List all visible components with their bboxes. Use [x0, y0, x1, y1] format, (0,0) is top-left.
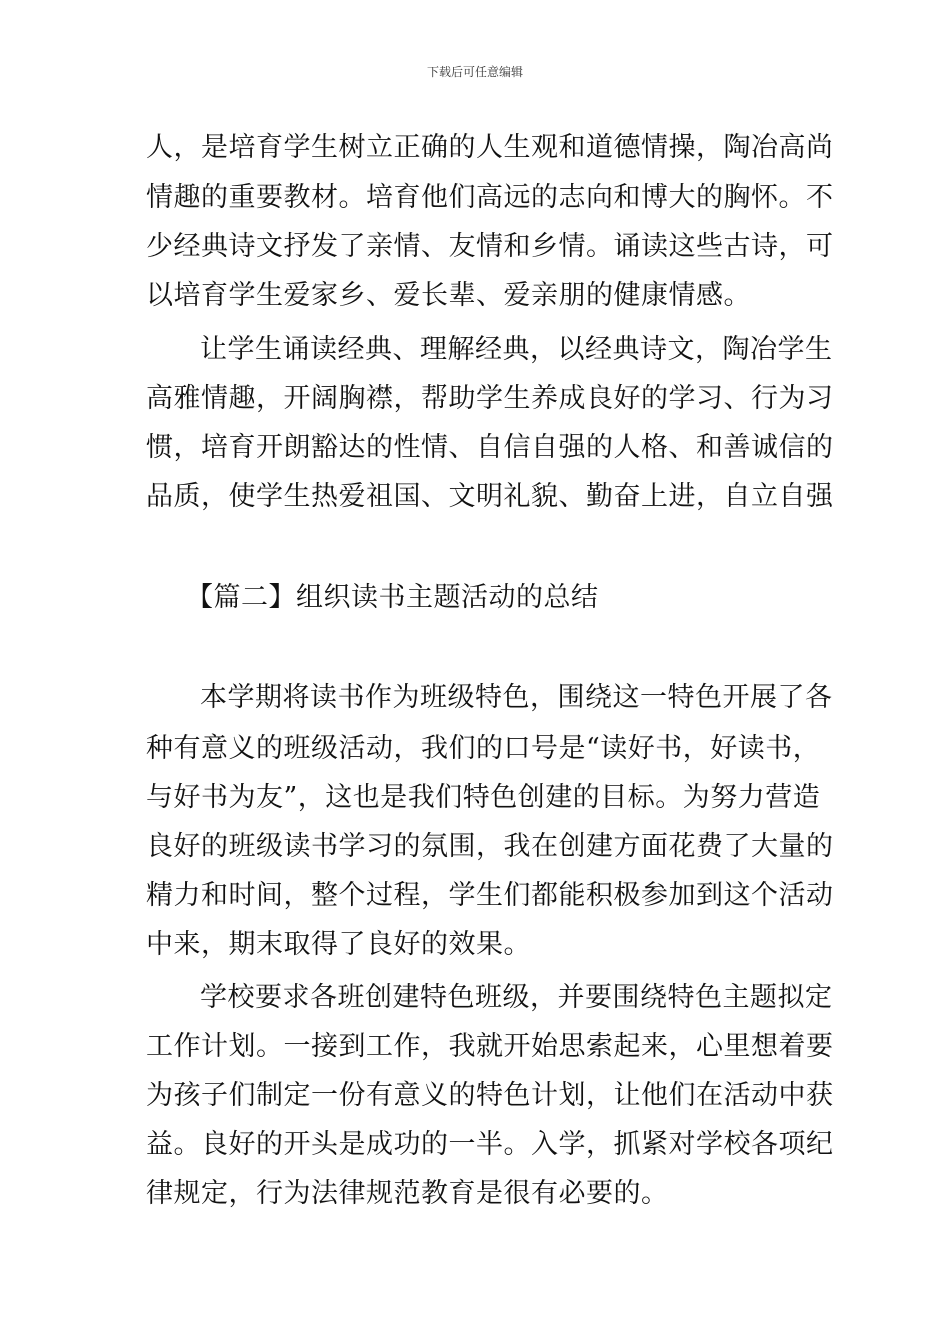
body-line: 人，是培育学生树立正确的人生观和道德情操，陶冶高尚	[146, 132, 834, 163]
body-line: 情趣的重要教材。培育他们高远的志向和博大的胸怀。不	[146, 182, 834, 213]
body-line: 工作计划。一接到工作，我就开始思索起来，心里想着要	[146, 1031, 834, 1062]
section-heading: 【篇二】组织读书主题活动的总结	[186, 582, 599, 613]
body-line: 良好的班级读书学习的氛围，我在创建方面花费了大量的	[146, 831, 834, 862]
body-line: 惯，培育开朗豁达的性情、自信自强的人格、和善诚信的	[146, 432, 834, 463]
page-header: 下载后可任意编辑	[426, 65, 523, 79]
body-line: 精力和时间，整个过程，学生们都能积极参加到这个活动	[146, 880, 834, 911]
paragraph-first-line: 学校要求各班创建特色班级，并要围绕特色主题拟定	[200, 982, 833, 1013]
body-line: 高雅情趣，开阔胸襟，帮助学生养成良好的学习、行为习	[146, 383, 834, 414]
paragraph-first-line: 让学生诵读经典、理解经典，以经典诗文，陶冶学生	[200, 334, 833, 365]
body-line: 种有意义的班级活动，我们的口号是“读好书，好读书，	[146, 733, 821, 764]
body-line: 品质，使学生热爱祖国、文明礼貌、勤奋上进，自立自强	[146, 481, 834, 512]
body-line: 中来，期末取得了良好的效果。	[146, 929, 531, 960]
body-line: 以培育学生爱家乡、爱长辈、爱亲朋的健康情感。	[146, 280, 751, 311]
body-line: 少经典诗文抒发了亲情、友情和乡情。诵读这些古诗，可	[146, 231, 834, 262]
body-line: 为孩子们制定一份有意义的特色计划，让他们在活动中获	[146, 1080, 834, 1111]
paragraph-first-line: 本学期将读书作为班级特色，围绕这一特色开展了各	[200, 682, 833, 713]
body-line: 律规定，行为法律规范教育是很有必要的。	[146, 1178, 669, 1209]
body-line: 与好书为友”，这也是我们特色创建的目标。为努力营造	[146, 782, 821, 813]
body-line: 益。良好的开头是成功的一半。入学，抓紧对学校各项纪	[146, 1129, 834, 1160]
